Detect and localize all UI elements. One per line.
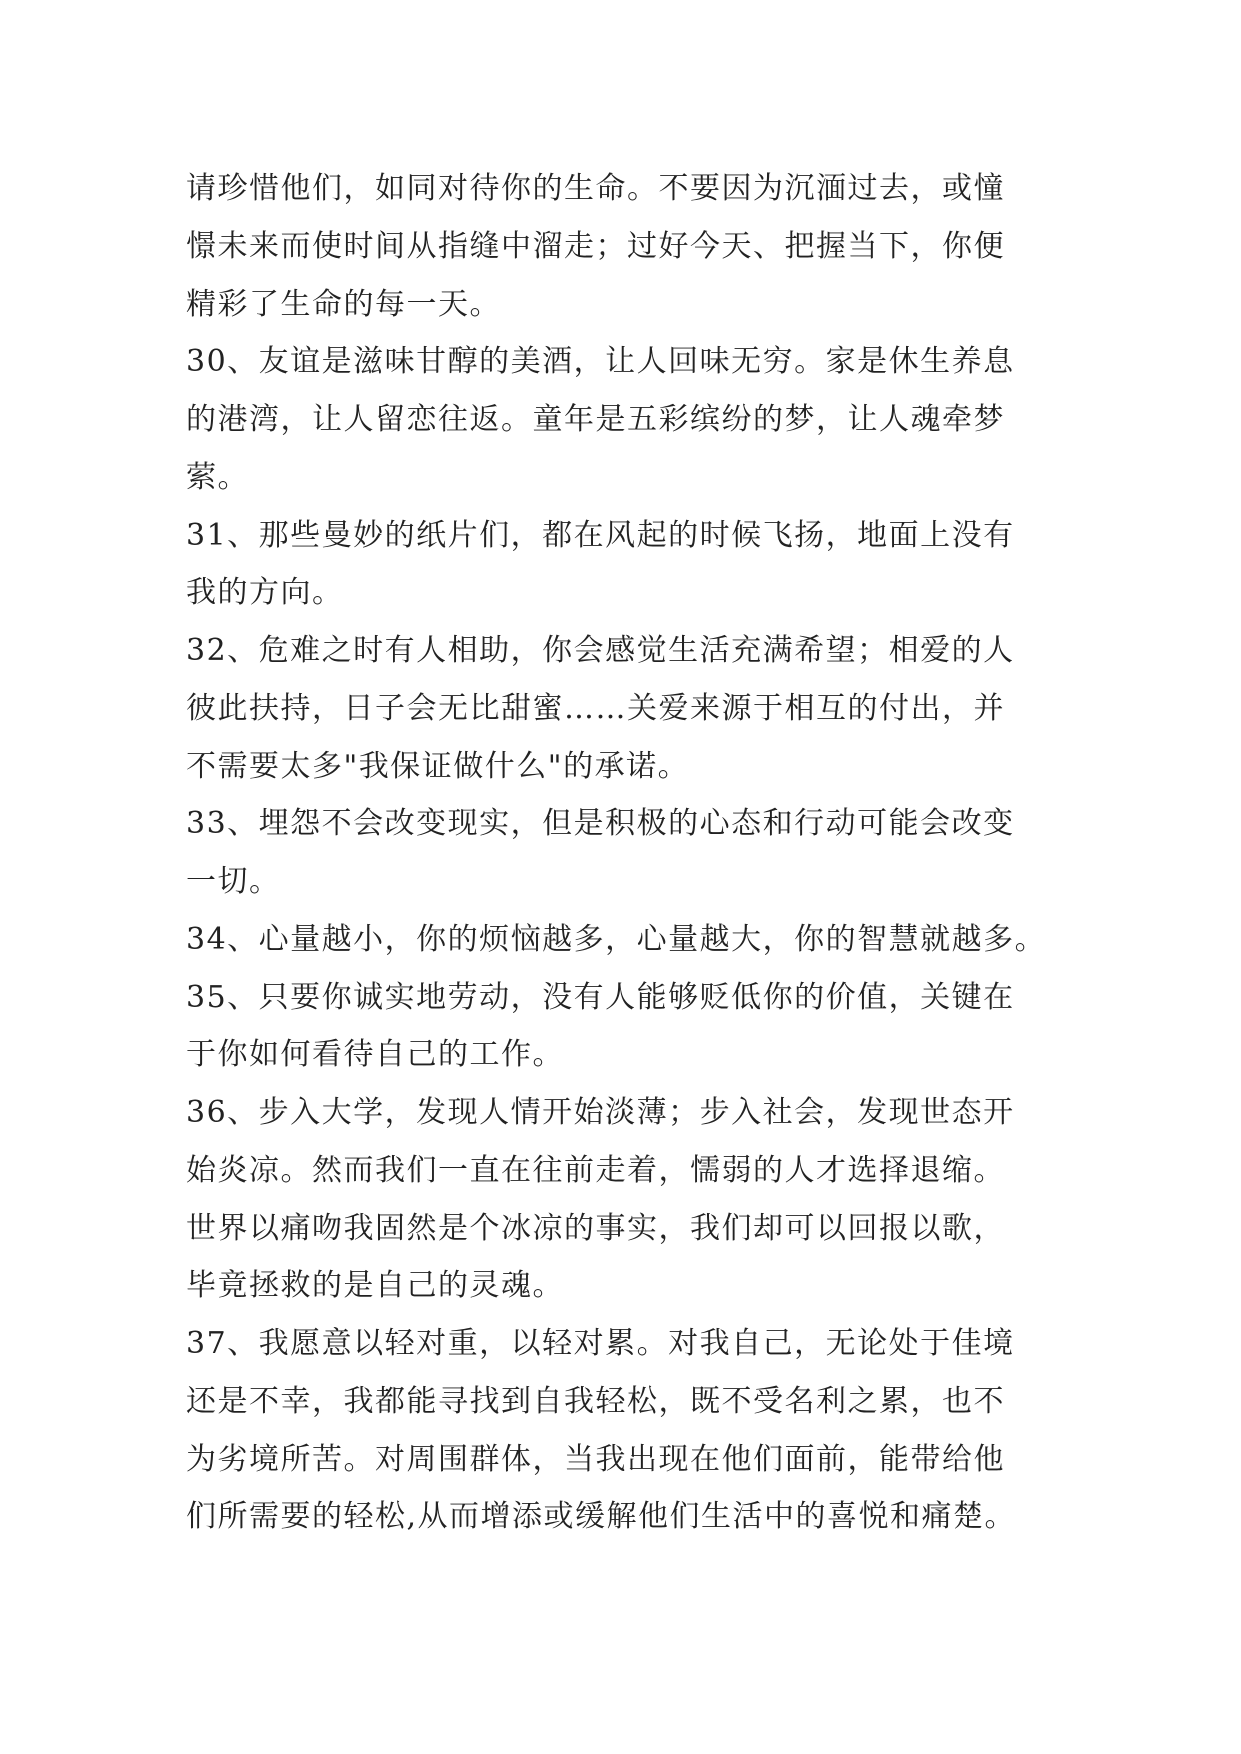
text-line: 请珍惜他们，如同对待你的生命。不要因为沉湎过去，或憧 <box>186 171 1005 206</box>
text-line: 们所需要的轻松,从而增添或缓解他们生活中的喜悦和痛楚。 <box>186 1499 1017 1535</box>
text-line: 34、心量越小，你的烦恼越多，心量越大，你的智慧就越多。 <box>186 921 1047 957</box>
text-line: 始炎凉。然而我们一直在往前走着，懦弱的人才选择退缩。 <box>186 1152 1005 1188</box>
text-line: 31、那些曼妙的纸片们，都在风起的时候飞扬，地面上没有 <box>186 517 1015 553</box>
text-line: 世界以痛吻我固然是个冰凉的事实，我们却可以回报以歌， <box>186 1210 1005 1246</box>
text-line: 毕竟拯救的是自己的灵魂。 <box>186 1268 564 1304</box>
text-line: 彼此扶持，日子会无比甜蜜……关爱来源于相互的付出，并 <box>186 690 1005 726</box>
text-line: 于你如何看待自己的工作。 <box>186 1037 564 1073</box>
text-line: 不需要太多"我保证做什么"的承诺。 <box>186 748 690 784</box>
text-line: 还是不幸，我都能寻找到自我轻松，既不受名利之累，也不 <box>186 1383 1005 1419</box>
text-line: 35、只要你诚实地劳动，没有人能够贬低你的价值，关键在 <box>186 979 1015 1015</box>
text-line: 萦。 <box>186 459 249 495</box>
document-body <box>186 160 1056 1546</box>
text-line: 37、我愿意以轻对重，以轻对累。对我自己，无论处于佳境 <box>186 1326 1015 1361</box>
text-line: 我的方向。 <box>186 575 344 611</box>
text-line: 36、步入大学，发现人情开始淡薄；步入社会，发现世态开 <box>186 1095 1015 1130</box>
text-line: 憬未来而使时间从指缝中溜走；过好今天、把握当下，你便 <box>186 228 1005 264</box>
text-line: 为劣境所苦。对周围群体，当我出现在他们面前，能带给他 <box>186 1441 1005 1477</box>
text-line: 的港湾，让人留恋往返。童年是五彩缤纷的梦，让人魂牵梦 <box>186 402 1005 437</box>
text-line: 30、友谊是滋味甘醇的美酒，让人回味无穷。家是休生养息 <box>186 344 1015 380</box>
text-line: 一切。 <box>186 864 281 899</box>
text-line: 32、危难之时有人相助，你会感觉生活充满希望；相爱的人 <box>186 633 1015 668</box>
text-line: 精彩了生命的每一天。 <box>186 286 501 322</box>
text-line: 33、埋怨不会改变现实，但是积极的心态和行动可能会改变 <box>186 806 1015 842</box>
